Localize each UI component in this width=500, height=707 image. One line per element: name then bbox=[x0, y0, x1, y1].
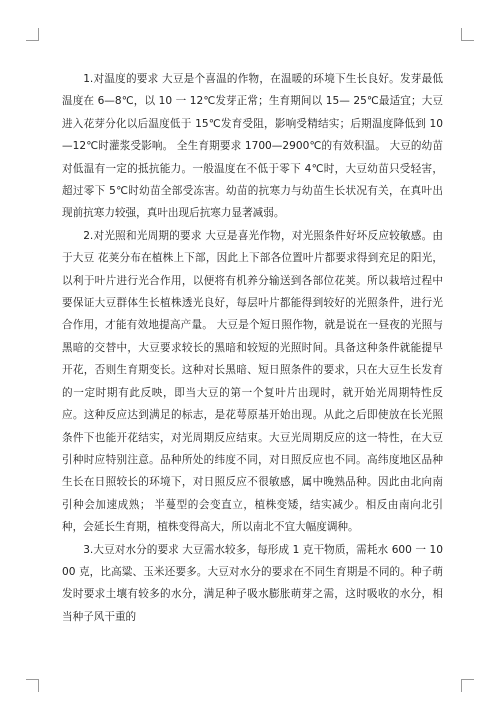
crop-mark-bottom-left bbox=[26, 679, 39, 692]
crop-mark-bottom-right bbox=[461, 679, 474, 692]
crop-mark-top-left bbox=[26, 28, 39, 41]
crop-mark-top-right bbox=[461, 28, 474, 41]
paragraph-temperature: 1.对温度的要求 大豆是个喜温的作物，在温暖的环境下生长良好。发芽最低温度在 6—8℃，以 10 一 12℃发芽正常；生育期间以 15— 25℃最适宜；大豆进入花芽分化以后温度低于 15℃发育受阻，影响受精结实；后期温度降低到 10—12℃时灌浆受影响。 全生育期要求 1700—2900℃的有效积温。 大豆的幼苗对低温有一定的抵抗能力。一般温度在不低于零下 4℃时，大豆幼苗只受轻害，超过零下 5℃时幼苗全部受冻害。幼苗的抗寒力与幼苗生长状况有关，在真叶出现前抗寒力较强，真叶出现后抗寒力显著减弱。 bbox=[62, 73, 443, 220]
document-body bbox=[62, 68, 443, 628]
paragraph-light: 2.对光照和光周期的要求 大豆是喜光作物，对光照条件好坏反应较敏感。由于大豆 花荚分布在植株上下部，因此上下部各位置叶片都要求得到充足的阳光，以利于叶片进行光合作用，以便将有机养分输送到各部位花荚。所以栽培过程中要保证大豆群体生长植株透光良好，每层叶片都能得到较好的光照条件，进行光合作用，才能有效地提高产量。 大豆是个短日照作物，就是说在一昼夜的光照与黑暗的交替中，大豆要求较长的黑暗和较短的光照时间。具备这种条件就能提早开花，否则生育期变长。这种对长黑暗、短日照条件的要求，只在大豆生长发育的一定时期有此反映，即当大豆的第一个复叶片出现时，就开始光周期特性反应。这种反应达到满足的标志，是花萼原基开始出现。从此之后即使放在长光照条件下也能开花结实，对光周期反应结束。大豆光周期反应的这一特性，在大豆引种时应特别注意。品种所处的纬度不同，对日照反应也不同。高纬度地区品种生长在日照较长的环境下，对日照反应不很敏感，属中晚熟品种。因此由北向南引种会加速成熟； 半蔓型的会变直立，植株变矮，结实减少。相反由南向北引种，会延长生育期，植株变得高大，所以南北不宜大幅度调种。 bbox=[62, 229, 443, 534]
paragraph-water: 3.大豆对水分的要求 大豆需水较多，每形成 1 克干物质，需耗水 600 一 1000 克，比高粱、玉米还要多。大豆对水分的要求在不同生育期是不同的。种子萌发时要求土壤有较多的水分，满足种子吸水膨胀萌芽之需，这时吸收的水分，相当种子风干重的 bbox=[62, 543, 443, 623]
